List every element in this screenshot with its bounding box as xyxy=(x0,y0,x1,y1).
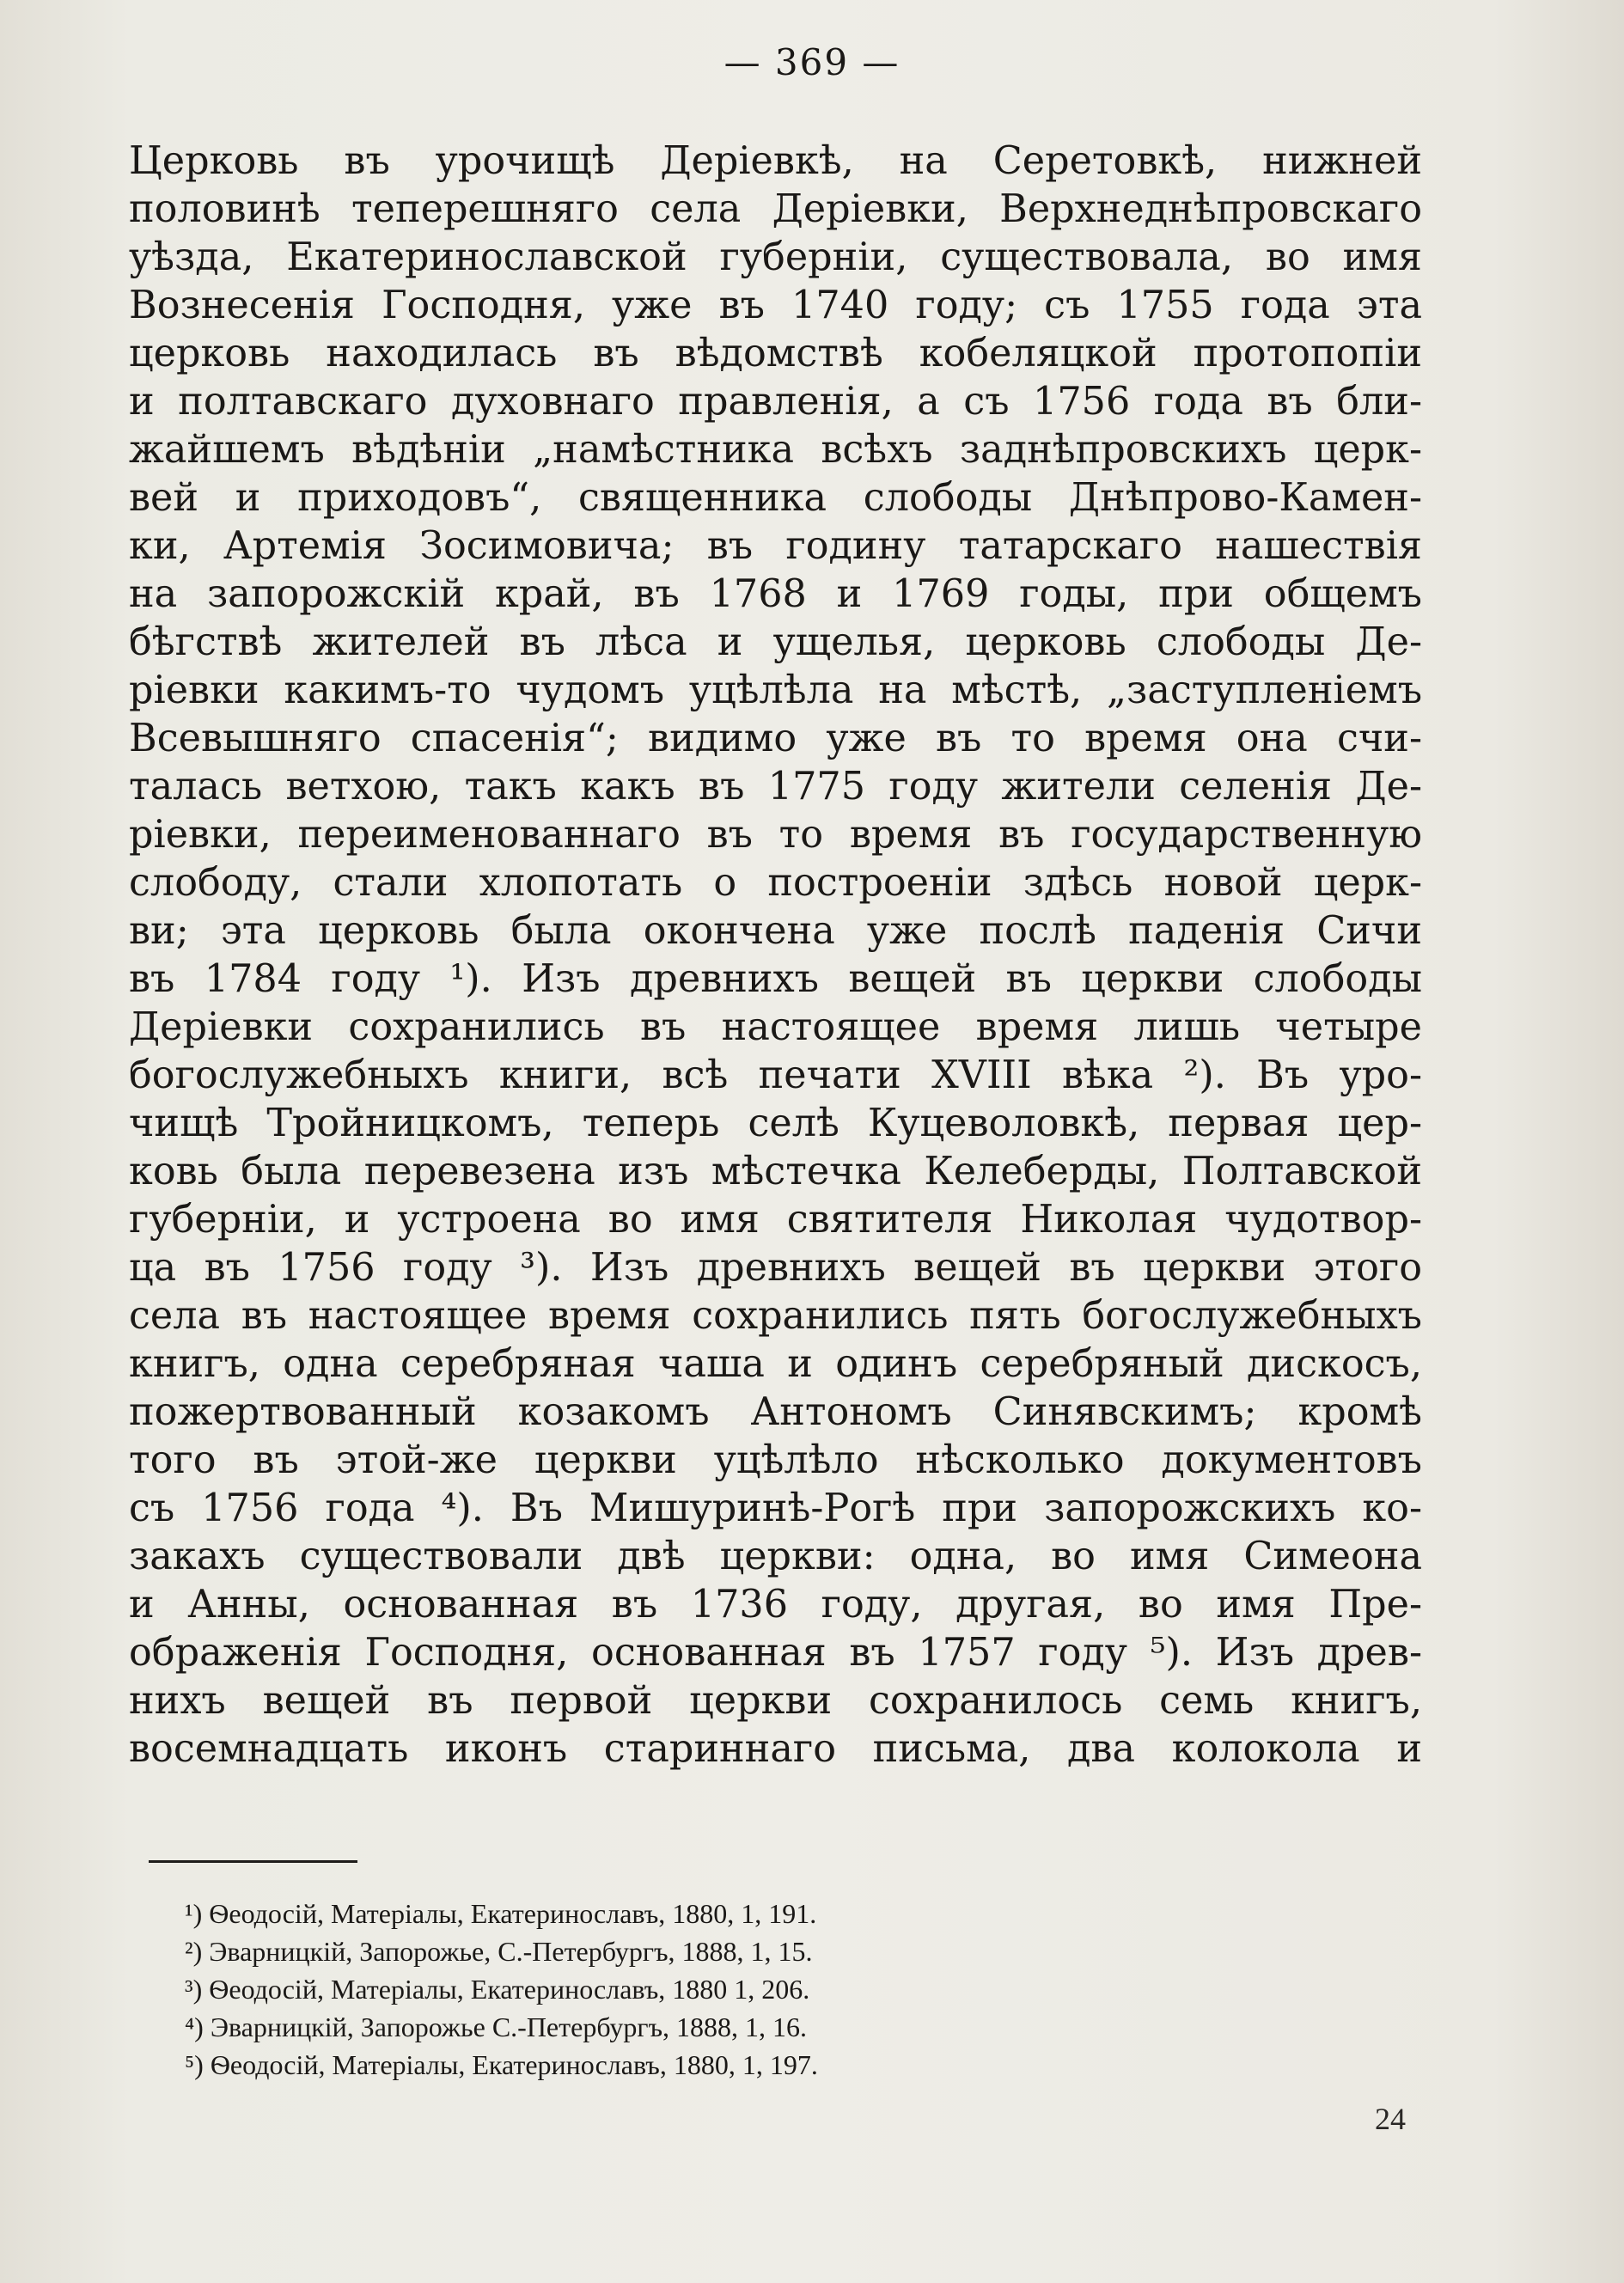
body-line: половинѣ теперешняго села Деріевки, Верхнеднѣпровскаго xyxy=(129,187,1422,231)
body-line: съ 1756 года ⁴). Въ Мишуринѣ-Рогѣ при запорожскихъ ко- xyxy=(129,1486,1422,1530)
signature-mark: 24 xyxy=(1375,2102,1406,2136)
body-line: вей и приходовъ“, священника слободы Днѣпрово-Камен- xyxy=(129,476,1422,520)
body-line: Деріевки сохранились въ настоящее время лишь четыре xyxy=(129,1005,1422,1049)
body-line: закахъ существовали двѣ церкви: одна, во имя Симеона xyxy=(129,1535,1422,1578)
body-line: церковь находилась въ вѣдомствѣ кобеляцкой протопопіи xyxy=(129,332,1422,375)
body-line: богослужебныхъ книги, всѣ печати XVIII вѣка ²). Въ уро- xyxy=(129,1053,1422,1097)
body-line: жайшемъ вѣдѣніи „намѣстника всѣхъ заднѣпровскихъ церк- xyxy=(129,428,1422,472)
body-line: и полтавскаго духовнаго правленія, а съ 1756 года въ бли- xyxy=(129,380,1422,424)
footnote: ¹) Ѳеодосій, Матеріалы, Екатеринославъ, 1880, 1, 191. xyxy=(185,1898,817,1929)
footnote: ²) Эварницкій, Запорожье, С.-Петербургъ, 1888, 1, 15. xyxy=(185,1936,813,1967)
body-line: ріевки какимъ-то чудомъ уцѣлѣла на мѣстѣ, „заступленіемъ xyxy=(129,668,1422,712)
body-line: на запорожскій край, въ 1768 и 1769 годы, при общемъ xyxy=(129,572,1422,616)
body-line: восемнадцать иконъ стариннаго письма, два колокола и xyxy=(129,1727,1422,1771)
footnotes xyxy=(185,1895,1173,2084)
footnote: ³) Ѳеодосій, Матеріалы, Екатеринославъ, 1880 1, 206. xyxy=(185,1974,810,2005)
body-line: ца въ 1756 году ³). Изъ древнихъ вещей въ церкви этого xyxy=(129,1246,1422,1290)
body-line: бѣгствѣ жителей въ лѣса и ущелья, церковь слободы Де- xyxy=(129,620,1422,664)
body-line: нихъ вещей въ первой церкви сохранилось семь книгъ, xyxy=(129,1679,1422,1723)
body-text xyxy=(129,137,1422,1773)
footnote: ⁴) Эварницкій, Запорожье С.-Петербургъ, 1888, 1, 16. xyxy=(185,2011,808,2042)
body-line: талась ветхою, такъ какъ въ 1775 году жители селенія Де- xyxy=(129,765,1422,809)
body-line: ображенія Господня, основанная въ 1757 году ⁵). Изъ древ- xyxy=(129,1631,1422,1675)
footnote: ⁵) Ѳеодосій, Матеріалы, Екатеринославъ, 1880, 1, 197. xyxy=(185,2049,818,2080)
body-line: ви; эта церковь была окончена уже послѣ паденія Сичи xyxy=(129,909,1422,953)
body-line: уѣзда, Екатеринославской губерніи, существовала, во имя xyxy=(129,235,1422,279)
body-line: слободу, стали хлопотать о построеніи здѣсь новой церк- xyxy=(129,861,1422,905)
body-line: Всевышняго спасенія“; видимо уже въ то время она счи- xyxy=(129,717,1422,760)
footnote-separator xyxy=(149,1860,357,1863)
body-line: и Анны, основанная въ 1736 году, другая, во имя Пре- xyxy=(129,1583,1422,1627)
body-line: села въ настоящее время сохранились пять богослужебныхъ xyxy=(129,1294,1422,1338)
body-line: книгъ, одна серебряная чаша и одинъ серебряный дискосъ, xyxy=(129,1342,1422,1386)
body-line: пожертвованный козакомъ Антономъ Синявскимъ; кромѣ xyxy=(129,1390,1422,1434)
body-line: въ 1784 году ¹). Изъ древнихъ вещей въ церкви слободы xyxy=(129,957,1422,1001)
body-line: ки, Артемія Зосимовича; въ годину татарскаго нашествія xyxy=(129,524,1422,568)
body-line: того въ этой-же церкви уцѣлѣло нѣсколько документовъ xyxy=(129,1438,1422,1482)
body-line: чищѣ Тройницкомъ, теперь селѣ Куцеволовкѣ, первая цер- xyxy=(129,1102,1422,1145)
body-line: ковь была перевезена изъ мѣстечка Келеберды, Полтавской xyxy=(129,1150,1422,1193)
body-line: губерніи, и устроена во имя святителя Николая чудотвор- xyxy=(129,1198,1422,1242)
body-line: ріевки, переименованнаго въ то время въ государственную xyxy=(129,813,1422,857)
body-line: Вознесенія Господня, уже въ 1740 году; съ 1755 года эта xyxy=(129,284,1422,327)
page-number: — 369 — xyxy=(723,41,901,83)
body-line: Церковь въ урочищѣ Деріевкѣ, на Серетовкѣ, нижней xyxy=(129,139,1422,183)
